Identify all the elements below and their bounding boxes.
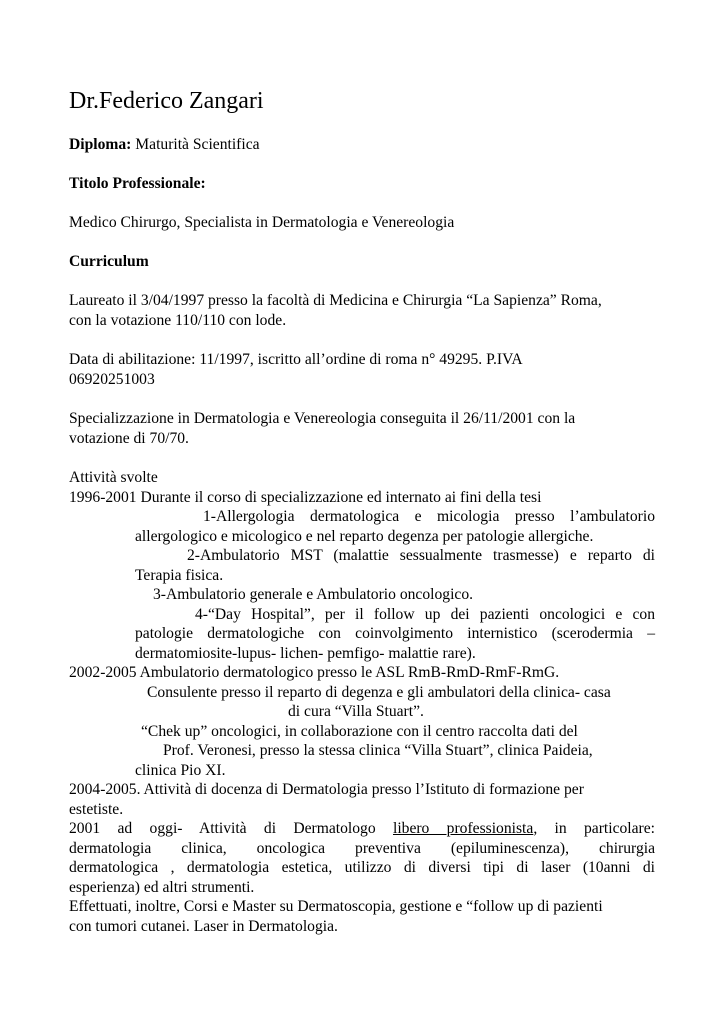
attivita-line-8: patologie dermatologiche con coinvolgimento internistico (scerodermia –	[135, 625, 655, 642]
titolo-label: Titolo Professionale:	[69, 175, 206, 192]
titolo-value: Medico Chirurgo, Specialista in Dermatologia e Venereologia	[69, 214, 455, 231]
attivita-line-19: dermatologia clinica, oncologica preventiva (epiluminescenza), chirurgia	[69, 840, 655, 857]
libero-professionista-text: libero professionista	[392, 820, 534, 837]
abilitazione-line-2: 06920251003	[69, 371, 155, 388]
laurea-line-1: Laureato il 3/04/1997 presso la facoltà di Medicina e Chirurgia “La Sapienza” Roma,	[69, 292, 602, 309]
laurea-line-2: con la votazione 110/110 con lode.	[69, 312, 287, 329]
attivita-line-5: Terapia fisica.	[135, 567, 224, 584]
diploma-value: Maturità Scientifica	[135, 136, 260, 153]
attivita-line-20: dermatologica , dermatologia estetica, utilizzo di diversi tipi di laser (10anni di	[69, 859, 655, 876]
attivita-line-10: 2002-2005 Ambulatorio dermatologico presso le ASL RmB-RmD-RmF-RmG.	[69, 664, 560, 681]
attivita-line-17: estetiste.	[69, 801, 124, 818]
attivita-line-16: 2004-2005. Attività di docenza di Dermatologia presso l’Istituto di formazione per	[69, 781, 584, 798]
attivita-line-13: “Chek up” oncologici, in collaborazione con il centro raccolta dati del	[141, 723, 578, 740]
attivita-line-23: con tumori cutanei. Laser in Dermatologia.	[69, 918, 338, 935]
attivita-line-4: 2-Ambulatorio MST (malattie sessualmente trasmesse) e reparto di	[187, 547, 655, 564]
attivita-line-22: Effettuati, inoltre, Corsi e Master su Dermatoscopia, gestione e “follow up di pazienti	[69, 898, 603, 915]
attivita-line-15: clinica Pio XI.	[135, 762, 226, 779]
attivita-line-9: dermatomiosite-lupus- lichen- pemfigo- malattie rare).	[135, 645, 476, 662]
attivita-line-6: 3-Ambulatorio generale e Ambulatorio oncologico.	[153, 586, 474, 603]
attivita-line-7: 4-“Day Hospital”, per il follow up dei pazienti oncologici e con	[195, 606, 655, 623]
abilitazione-line-1: Data di abilitazione: 11/1997, iscritto all’ordine di roma n° 49295. P.IVA	[69, 351, 523, 368]
diploma-line	[69, 135, 260, 155]
diploma-label: Diploma:	[69, 136, 132, 153]
specializzazione-line-1: Specializzazione in Dermatologia e Venereologia conseguita il 26/11/2001 con la	[69, 410, 576, 427]
attivita-line-21: esperienza) ed altri strumenti.	[69, 879, 255, 896]
professione-suffix: , in particolare:	[533, 820, 655, 837]
attivita-line-3: allergologico e micologico e nel reparto degenza per patologie allergiche.	[135, 528, 594, 545]
attivita-line-2: 1-Allergologia dermatologica e micologia presso l’ambulatorio	[203, 508, 655, 525]
attivita-line-1: 1996-2001 Durante il corso di specializzazione ed internato ai fini della tesi	[69, 489, 542, 506]
professione-prefix: 2001 ad oggi- Attività di Dermatologo	[69, 820, 376, 837]
attivita-line-12: di cura “Villa Stuart”.	[288, 703, 424, 720]
curriculum-heading: Curriculum	[69, 253, 149, 270]
doctor-name: Dr.Federico Zangari	[69, 88, 264, 114]
attivita-line-14: Prof. Veronesi, presso la stessa clinica “Villa Stuart”, clinica Paideia,	[163, 742, 593, 759]
specializzazione-line-2: votazione di 70/70.	[69, 430, 189, 447]
attivita-line-11: Consulente presso il reparto di degenza e gli ambulatori della clinica- casa	[147, 684, 611, 701]
attivita-line-18	[69, 819, 655, 839]
attivita-heading: Attività svolte	[69, 469, 158, 486]
